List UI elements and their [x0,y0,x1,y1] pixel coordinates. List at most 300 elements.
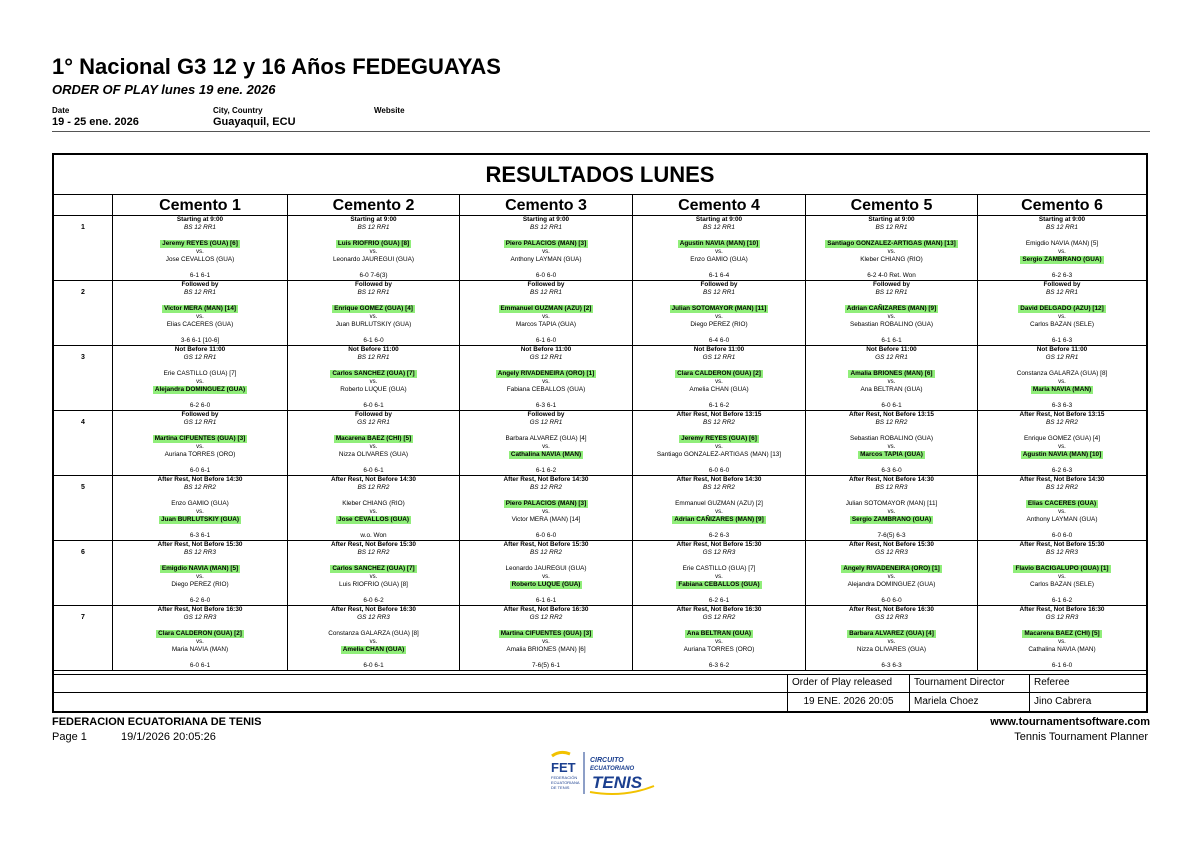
player-1[interactable]: Martina CIFUENTES (GUA) [3] [154,435,246,443]
draw-round: GS 12 RR3 [875,614,908,622]
player-2[interactable]: Alejandra DOMINGUEZ (GUA) [847,581,936,589]
spacer [978,622,1146,630]
draw-round: BS 12 RR2 [1046,419,1078,427]
player-2[interactable]: Amalia BRIONES (MAN) [6] [506,646,586,654]
spacer [288,557,459,565]
player-1[interactable]: Flavio BACIGALUPO (GUA) [1] [1015,565,1109,573]
spacer [806,622,977,630]
player-2[interactable]: Victor MERA (MAN) [14] [511,516,581,524]
match-score: 6-2 4-0 Ret. Won [867,272,916,280]
city-label: City, Country [213,106,263,115]
match-score: 6-1 6-1 [189,272,211,280]
match-time: After Rest, Not Before 16:30 [331,606,416,613]
row-number: 6 [54,541,112,606]
match-time: After Rest, Not Before 14:30 [503,476,589,483]
match-score: 6-1 6-4 [708,272,730,280]
match-cell[interactable] [977,216,1146,281]
match-score: 6-3 6-1 [189,532,211,540]
row-number: 3 [54,346,112,411]
match-cell[interactable] [632,541,805,606]
player-1[interactable]: Enrique GOMEZ (GUA) [4] [334,305,413,313]
player-2[interactable]: Adrian CAÑIZARES (MAN) [9] [674,516,764,524]
header-divider [52,131,1150,132]
versus-label: vs. [369,379,378,386]
spacer [113,427,287,435]
match-time: Not Before 11:00 [348,346,399,353]
versus-label: vs. [715,639,723,646]
match-cell[interactable] [632,346,805,411]
spacer [978,557,1146,565]
court-header-6: Cemento 6 [977,195,1146,216]
match-cell[interactable] [459,541,632,606]
spacer [288,654,459,662]
spacer [288,524,459,532]
match-cell[interactable] [287,606,459,671]
match-score: 6-0 6-1 [363,402,384,410]
match-time: Followed by [1043,281,1081,288]
player-2[interactable]: Nizza OLIVARES (GUA) [338,451,409,459]
versus-label: vs. [196,509,204,516]
match-time: After Rest, Not Before 14:30 [676,476,762,483]
versus-label: vs. [542,574,550,581]
spacer [978,654,1146,662]
spacer [806,264,977,272]
match-cell[interactable] [287,281,459,346]
website-link[interactable]: www.tournamentsoftware.com [990,716,1150,728]
svg-text:ECUATORIANO: ECUATORIANO [590,766,635,772]
player-2[interactable]: Diego PEREZ (RIO) [171,581,229,589]
player-1[interactable]: Constanza GALARZA (GUA) [8] [328,630,419,638]
match-time: Not Before 11:00 [174,346,226,353]
match-time: After Rest, Not Before 16:30 [676,606,762,613]
player-2[interactable]: Jose CEVALLOS (GUA) [165,256,235,264]
date-label: Date [52,106,70,115]
versus-label: vs. [1058,444,1066,451]
draw-round: BS 12 RR1 [357,289,390,297]
match-cell[interactable] [805,476,977,541]
spacer [288,297,459,305]
player-1[interactable]: Barbara ALVAREZ (GUA) [4] [849,630,934,638]
versus-label: vs. [196,249,204,256]
match-time: After Rest, Not Before 15:30 [849,541,934,548]
court-header-4: Cemento 4 [632,195,805,216]
match-score: w.o. Won [360,532,387,540]
player-1[interactable]: Clara CALDERON (GUA) [2] [158,630,242,638]
player-1[interactable]: Macarena BAEZ (CHI) [5] [335,435,412,443]
player-1[interactable]: Victor MERA (MAN) [14] [163,305,237,313]
federation-logos [546,748,660,800]
spacer [978,362,1146,370]
versus-label: vs. [887,314,896,321]
spacer [978,264,1146,272]
match-cell[interactable] [287,476,459,541]
spacer [460,557,632,565]
spacer [806,557,977,565]
spacer [806,329,977,337]
match-score: 6-1 6-0 [363,337,384,345]
spacer [978,492,1146,500]
player-1[interactable]: Amalia BRIONES (MAN) [6] [850,370,933,378]
match-time: Followed by [181,411,219,418]
player-1[interactable]: Emigdio NAVIA (MAN) [5] [1025,240,1099,248]
match-cell[interactable] [112,606,287,671]
player-1[interactable]: Santiago GONZALEZ-ARTIGAS (MAN) [13] [827,240,956,248]
fet-logo [551,752,580,790]
director-value: Mariela Choez [909,692,1029,711]
match-cell[interactable] [632,411,805,476]
match-score: 7-6(5) 6-3 [877,532,906,540]
svg-text:CIRCUITO: CIRCUITO [590,757,624,764]
match-time: After Rest, Not Before 14:30 [849,476,934,483]
svg-text:ECUATORIANA: ECUATORIANA [551,780,580,785]
match-score: 6-1 6-3 [1051,337,1073,345]
player-2[interactable]: Carlos BAZAN (SELE) [1030,581,1094,589]
match-cell[interactable] [112,281,287,346]
player-1[interactable]: Elias CACERES (GUA) [1027,500,1097,508]
player-2[interactable]: Maria NAVIA (MAN) [1032,386,1092,394]
versus-label: vs. [715,444,723,451]
versus-label: vs. [1058,249,1066,256]
match-cell[interactable] [805,541,977,606]
released-value: 19 ENE. 2026 20:05 [787,692,909,711]
versus-label: vs. [196,314,204,321]
player-1[interactable]: Piero PALACIOS (MAN) [3] [505,500,587,508]
spacer [288,459,459,467]
player-2[interactable]: Marcos TAPIA (GUA) [860,451,923,459]
draw-round: GS 12 RR3 [183,614,217,622]
row-number: 7 [54,606,112,671]
printed-timestamp: 19/1/2026 20:05:26 [121,731,216,743]
match-score: 6-1 6-1 [881,337,902,345]
spacer [113,622,287,630]
spacer [633,394,805,402]
draw-round: GS 12 RR2 [529,614,563,622]
player-1[interactable]: Adrian CAÑIZARES (MAN) [9] [846,305,937,313]
player-1[interactable]: Enzo GAMIO (GUA) [171,500,229,508]
draw-round: BS 12 RR3 [184,549,216,557]
player-2[interactable]: Ana BELTRAN (GUA) [860,386,923,394]
match-cell[interactable] [287,541,459,606]
match-time: After Rest, Not Before 16:30 [849,606,934,613]
draw-round: BS 12 RR2 [357,549,390,557]
player-2[interactable]: Anthony LAYMAN (GUA) [1026,516,1098,524]
player-2[interactable]: Roberto LUQUE (GUA) [511,581,581,589]
player-1[interactable]: Clara CALDERON (GUA) [2] [677,370,761,378]
svg-text:FEDERACIÓN: FEDERACIÓN [551,775,578,780]
draw-round: BS 12 RR1 [703,224,735,232]
match-cell[interactable] [977,346,1146,411]
player-1[interactable]: Emigdio NAVIA (MAN) [5] [161,565,239,573]
match-time: After Rest, Not Before 14:30 [1019,476,1105,483]
player-2[interactable]: Kleber CHIANG (RIO) [860,256,923,264]
draw-round: GS 12 RR3 [357,614,390,622]
player-2[interactable]: Elias CACERES (GUA) [166,321,234,329]
match-score: 6-2 6-0 [189,402,211,410]
draw-round: GS 12 RR1 [357,419,390,427]
player-1[interactable]: Luis RIOFRIO (GUA) [8] [337,240,410,248]
match-time: After Rest, Not Before 15:30 [676,541,762,548]
match-cell[interactable] [459,216,632,281]
match-time: Followed by [527,281,565,288]
player-1[interactable]: Martina CIFUENTES (GUA) [3] [500,630,592,638]
match-cell[interactable] [459,281,632,346]
player-2[interactable]: Fabiana CEBALLOS (GUA) [678,581,760,589]
draw-round: BS 12 RR1 [530,224,562,232]
match-cell[interactable] [632,216,805,281]
player-2[interactable]: Juan BURLUTSKIY (GUA) [161,516,239,524]
draw-round: GS 12 RR1 [875,354,908,362]
spacer [113,589,287,597]
spacer [978,297,1146,305]
city-value: Guayaquil, ECU [213,116,296,128]
spacer [288,394,459,402]
player-2[interactable]: Amelia CHAN (GUA) [342,646,405,654]
spacer [633,427,805,435]
match-cell[interactable] [112,476,287,541]
match-score: 6-2 6-3 [1051,272,1073,280]
player-2[interactable]: Cathalina NAVIA (MAN) [510,451,582,459]
match-cell[interactable] [805,281,977,346]
match-time: Not Before 11:00 [1036,346,1088,353]
match-time: After Rest, Not Before 15:30 [157,541,243,548]
spacer [288,232,459,240]
match-cell[interactable] [287,346,459,411]
row-number-header [54,195,112,216]
match-score: 6-1 6-2 [1051,597,1073,605]
player-2[interactable]: Juan BURLUTSKIY (GUA) [335,321,412,329]
match-cell[interactable] [459,346,632,411]
versus-label: vs. [542,379,550,386]
versus-label: vs. [196,444,204,451]
match-cell[interactable] [977,476,1146,541]
row-number: 2 [54,281,112,346]
spacer [633,622,805,630]
versus-label: vs. [542,249,550,256]
match-cell[interactable] [632,476,805,541]
player-2[interactable]: Nizza OLIVARES (GUA) [856,646,927,654]
player-2[interactable]: Alejandra DOMINGUEZ (GUA) [154,386,246,394]
player-1[interactable]: Emmanuel GUZMAN (AZU) [2] [500,305,592,313]
spacer [113,329,287,337]
player-2[interactable]: Marcos TAPIA (GUA) [515,321,577,329]
draw-round: BS 12 RR1 [184,224,216,232]
spacer [460,622,632,630]
spacer [806,362,977,370]
match-cell[interactable] [977,411,1146,476]
player-1[interactable]: Leonardo JAUREGUI (GUA) [505,565,587,573]
player-1[interactable]: Erie CASTILLO (GUA) [7] [163,370,237,378]
player-1[interactable]: Emmanuel GUZMAN (AZU) [2] [675,500,763,508]
match-cell[interactable] [459,606,632,671]
svg-text:TENIS: TENIS [592,773,643,792]
player-2[interactable]: Cathalina NAVIA (MAN) [1028,646,1096,654]
draw-round: BS 12 RR1 [357,224,390,232]
player-1[interactable]: Angely RIVADENEIRA (ORO) [1] [497,370,595,378]
match-cell[interactable] [977,281,1146,346]
player-1[interactable]: Julian SOTOMAYOR (MAN) [11] [671,305,767,313]
circuito-logo [590,757,654,794]
match-score: 6-0 6-0 [535,272,557,280]
player-2[interactable]: Anthony LAYMAN (GUA) [510,256,582,264]
player-1[interactable]: Kleber CHIANG (RIO) [342,500,405,508]
player-1[interactable]: Jeremy REYES (GUA) [6] [681,435,757,443]
match-time: Followed by [527,411,565,418]
draw-round: GS 12 RR1 [529,354,563,362]
spacer [806,394,977,402]
spacer [460,427,632,435]
match-score: 6-3 6-3 [1051,402,1073,410]
row-number: 5 [54,476,112,541]
player-1[interactable]: Macarena BAEZ (CHI) [5] [1024,630,1100,638]
draw-round: GS 12 RR1 [529,419,563,427]
player-2[interactable]: Carlos BAZAN (SELE) [1030,321,1094,329]
match-time: Not Before 11:00 [693,346,745,353]
player-1[interactable]: Jeremy REYES (GUA) [6] [162,240,238,248]
match-cell[interactable] [459,411,632,476]
spacer [288,362,459,370]
match-score: 6-3 6-0 [881,467,902,475]
player-1[interactable]: David DELGADO (AZU) [12] [1020,305,1104,313]
versus-label: vs. [887,639,896,646]
spacer [288,622,459,630]
spacer [806,654,977,662]
player-2[interactable]: Santiago GONZALEZ-ARTIGAS (MAN) [13] [656,451,782,459]
spacer [113,362,287,370]
match-score: 6-0 6-2 [363,597,384,605]
fet-logo-text: FET [551,760,576,775]
player-1[interactable]: Julian SOTOMAYOR (MAN) [11] [845,500,938,508]
match-time: After Rest, Not Before 16:30 [1019,606,1105,613]
match-score: 6-0 7-6(3) [359,272,388,280]
spacer [633,232,805,240]
spacer [113,394,287,402]
spacer [460,492,632,500]
match-score: 6-2 6-1 [708,597,730,605]
player-2[interactable]: Leonardo JAUREGUI (GUA) [333,256,414,264]
match-time: After Rest, Not Before 13:15 [849,411,934,418]
versus-label: vs. [196,574,204,581]
match-time: Not Before 11:00 [520,346,572,353]
player-1[interactable]: Ana BELTRAN (GUA) [686,630,752,638]
match-cell[interactable] [632,606,805,671]
versus-label: vs. [369,249,378,256]
draw-round: BS 12 RR1 [875,289,908,297]
match-time: After Rest, Not Before 14:30 [157,476,243,483]
match-cell[interactable] [112,411,287,476]
court-header-5: Cemento 5 [805,195,977,216]
match-cell[interactable] [977,541,1146,606]
player-1[interactable]: Piero PALACIOS (MAN) [3] [505,240,587,248]
player-2[interactable]: Auriana TORRES (ORO) [164,451,236,459]
player-2[interactable]: Maria NAVIA (MAN) [171,646,229,654]
match-time: After Rest, Not Before 16:30 [503,606,589,613]
draw-round: BS 12 RR1 [1046,224,1078,232]
match-score: 6-3 6-3 [881,662,902,670]
versus-label: vs. [542,509,550,516]
match-score: 6-0 6-1 [189,467,211,475]
versus-label: vs. [1058,639,1066,646]
order-of-play-sheet [52,153,1148,713]
match-cell[interactable] [805,411,977,476]
match-cell[interactable] [112,216,287,281]
player-1[interactable]: Erie CASTILLO (GUA) [7] [682,565,756,573]
match-time: Starting at 9:00 [1038,216,1086,223]
player-1[interactable]: Carlos SANCHEZ (GUA) [7] [332,565,415,573]
player-1[interactable]: Agustin NAVIA (MAN) [10] [679,240,759,248]
spacer [633,492,805,500]
spacer [460,589,632,597]
match-cell[interactable] [805,606,977,671]
player-2[interactable]: Agustin NAVIA (MAN) [10] [1022,451,1102,459]
draw-round: BS 12 RR2 [703,419,735,427]
match-score: 6-0 6-1 [881,402,902,410]
spacer [113,459,287,467]
match-time: After Rest, Not Before 16:30 [157,606,243,613]
player-2[interactable]: Sergio ZAMBRANO (GUA) [851,516,932,524]
versus-label: vs. [369,509,378,516]
player-2[interactable]: Sebastian ROBALINO (GUA) [849,321,934,329]
player-2[interactable]: Sergio ZAMBRANO (GUA) [1022,256,1102,264]
match-score: 6-2 6-3 [708,532,730,540]
versus-label: vs. [715,249,723,256]
player-2[interactable]: Roberto LUQUE (GUA) [340,386,407,394]
draw-round: BS 12 RR2 [184,484,216,492]
match-cell[interactable] [459,476,632,541]
spacer [978,524,1146,532]
match-cell[interactable] [805,346,977,411]
match-score: 6-0 6-0 [1051,532,1073,540]
match-cell[interactable] [287,411,459,476]
player-2[interactable]: Auriana TORRES (ORO) [683,646,755,654]
player-1[interactable]: Barbara ALVAREZ (GUA) [4] [505,435,587,443]
match-score: 6-4 6-0 [708,337,730,345]
match-time: Followed by [700,281,738,288]
player-2[interactable]: Fabiana CEBALLOS (GUA) [506,386,586,394]
draw-round: BS 12 RR1 [875,224,908,232]
versus-label: vs. [887,574,896,581]
tournament-title: 1° Nacional G3 12 y 16 Años FEDEGUAYAS [52,54,501,79]
player-2[interactable]: Enzo GAMIO (GUA) [690,256,748,264]
spacer [460,232,632,240]
match-score: 6-0 6-1 [363,467,384,475]
player-2[interactable]: Jose CEVALLOS (GUA) [338,516,409,524]
match-cell[interactable] [112,346,287,411]
match-time: Starting at 9:00 [176,216,224,223]
draw-round: BS 12 RR1 [357,354,390,362]
player-1[interactable]: Sebastian ROBALINO (GUA) [849,435,934,443]
spacer [460,524,632,532]
player-2[interactable]: Amelia CHAN (GUA) [689,386,749,394]
match-cell[interactable] [112,541,287,606]
match-cell[interactable] [287,216,459,281]
player-2[interactable]: Diego PEREZ (RIO) [690,321,748,329]
match-cell[interactable] [632,281,805,346]
player-2[interactable]: Luis RIOFRIO (GUA) [8] [339,581,408,589]
player-1[interactable]: Constanza GALARZA (GUA) [8] [1016,370,1108,378]
match-cell[interactable] [805,216,977,281]
spacer [633,459,805,467]
organization-name: FEDERACION ECUATORIANA DE TENIS [52,716,262,728]
draw-round: BS 12 RR2 [703,484,735,492]
spacer [288,492,459,500]
spacer [633,557,805,565]
player-1[interactable]: Enrique GOMEZ (GUA) [4] [1024,435,1100,443]
match-score: 6-1 6-0 [1051,662,1073,670]
planner-credit: Tennis Tournament Planner [1014,731,1148,743]
player-1[interactable]: Angely RIVADENEIRA (ORO) [1] [843,565,940,573]
match-cell[interactable] [977,606,1146,671]
player-1[interactable]: Carlos SANCHEZ (GUA) [7] [332,370,415,378]
